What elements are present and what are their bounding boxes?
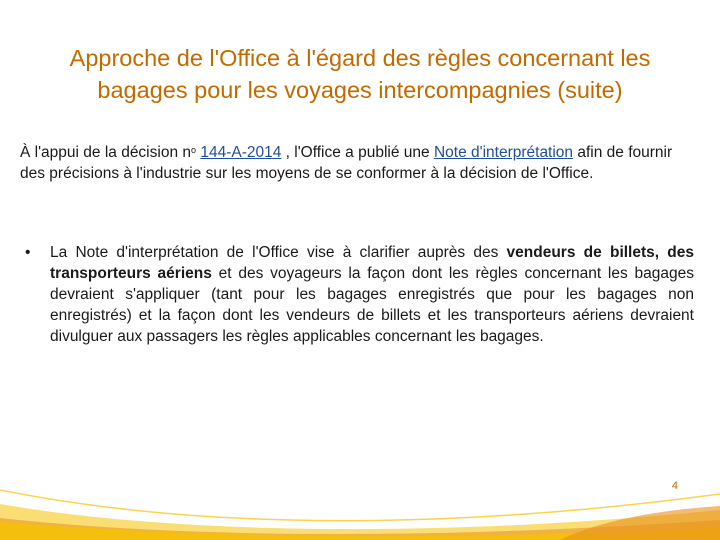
- slide-title: Approche de l'Office à l'égard des règles concernant les bagages pour les voyages intercompagnies (suite): [69, 45, 651, 103]
- bullet-text-part1: La Note d'interprétation de l'Office vise à clarifier auprès des: [50, 244, 507, 261]
- bullet-bold-text: vendeurs de billets, des transporteurs aériens: [50, 244, 694, 282]
- list-item: [20, 242, 694, 347]
- bullet-text-part2: et des voyageurs la façon dont les règles concernant les bagages devraient s'appliquer (tant pour les bagages enregistrés que pour les bagages non enregistrés) et la façon dont les vendeurs de billets et les transporteurs aériens devraient divulguer aux passagers les règles applicables concernant les bagages.: [50, 265, 694, 345]
- number-superscript: o: [191, 145, 197, 155]
- page-number: 4: [671, 480, 678, 492]
- intro-text-middle: , l'Office a publié une: [281, 144, 434, 161]
- bullet-list: [20, 242, 694, 347]
- intro-text-end: afin de fournir des précisions à l'industrie sur les moyens de se conformer à la décision de l'Office.: [20, 144, 673, 182]
- decision-link[interactable]: 144-A-2014: [200, 144, 282, 161]
- footer-decoration: [0, 460, 720, 540]
- intro-text-start: À l'appui de la décision n: [20, 144, 191, 161]
- interpretation-note-link[interactable]: Note d'interprétation: [433, 144, 574, 161]
- bullet-marker: •: [25, 244, 31, 261]
- intro-paragraph: [20, 140, 690, 184]
